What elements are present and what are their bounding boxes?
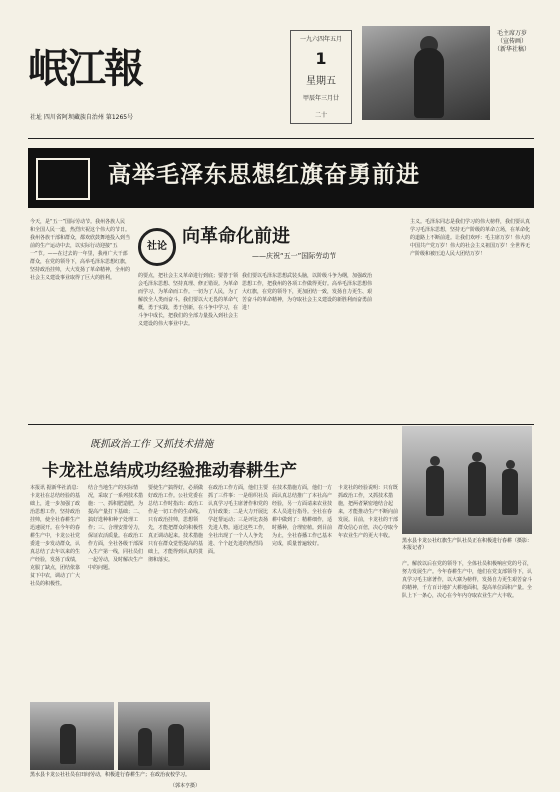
story-column-2: 结合当地生产的实际情况，采取了一系列技术措施：一、抓积肥造肥，为提高产量打下基础；二、搞好选种和种子处理工作；三、合理安排劳力，保证农活质量。在政治工作方面，全社各级干部深入生产第一线，同社员们一起劳动，及时解决生产中的问题。 bbox=[88, 485, 144, 571]
person-head bbox=[472, 452, 482, 462]
person-head bbox=[430, 456, 440, 466]
story-column-1: 本报讯 据新华社消息：卡龙社在总结经验的基础上，进一步加强了政治思想工作，坚持政治挂帅，使全社春耕生产迅速展开。在今年的春耕生产中，卡龙公社党委进一步发动群众，认真总结了去年以来的生产经验，发扬了成绩，克服了缺点，团结依靠贫下中农，调动了广大社员的积极性。 bbox=[30, 485, 82, 587]
person-figure bbox=[502, 469, 518, 515]
date-weekday: 星期五 bbox=[306, 76, 336, 87]
publication-line: 社址 四川省阿坝藏族自治州 第1265号 bbox=[30, 114, 134, 121]
date-lunar: 甲辰年三月廿 bbox=[302, 95, 339, 102]
top-photo-caption: 毛主席万岁（宣传画）（新华社稿） bbox=[494, 30, 531, 53]
right-column-text: 产。解放以后在党的领导下，全体社员积极响应党的号召，努力发展生产。今年春耕生产中，他们在党支部领导下，认真学习毛主席著作，以大寨为榜样，发扬自力更生艰苦奋斗的精神，千方百计地扩大耕地面积，提高单位面积产量。全队上下一条心，决心在今年内夺取农业生产大丰收。 bbox=[402, 561, 532, 599]
editorial-right-column: 我们要以毛泽东思想武装头脑，以阶级斗争为纲，加强政治思想工作，把我州的各项工作做得更好。高举毛泽东思想伟大红旗，在党的领导下，更加团结一致，发扬自力更生、艰苦奋斗的革命精神，为夺取社会主义建设的新胜利而奋勇前进！ bbox=[242, 273, 372, 311]
top-photo bbox=[362, 26, 490, 120]
person-figure bbox=[168, 724, 184, 766]
person-head bbox=[506, 460, 515, 469]
banner bbox=[28, 148, 534, 208]
editorial-far-column: 主义。毛泽东同志是我们学习的伟大榜样，我们要认真学习毛泽东思想，坚持无产阶级的革命立场，在革命化的道路上不断前进。让我们欢呼：毛主席万岁！伟大的中国共产党万岁！伟大的社会主义祖国万岁！全世界无产阶级和被压迫人民大团结万岁！ bbox=[410, 219, 531, 257]
person-figure bbox=[60, 724, 76, 764]
person-figure bbox=[426, 466, 444, 516]
editorial-mid-column: 的要点，把社会主义革命进行到底；要善于领会毛泽东思想、坚持真理、修正错误。为革命而学习、为革命而工作。一切为了人民，为了解放全人类而奋斗。我们要以大无畏的革命气概，勇于实践，勇于创新，在斗争中学习，在斗争中成长，把我们的全部力量投入到社会主义建设的伟大事业中去。 bbox=[138, 273, 238, 327]
date-year-month: 一九六四年五月 bbox=[299, 36, 342, 43]
date-extra: 二十 bbox=[314, 112, 327, 119]
bottom-photo-left bbox=[30, 702, 114, 770]
bottom-photo-caption: 黑水县卡龙公社社员在田间劳动，积极进行春耕生产；在政治夜校学习。 bbox=[30, 772, 191, 778]
editorial-title: 向革命化前进 bbox=[182, 226, 290, 247]
banner-headline: 高举毛泽东思想红旗奋勇前进 bbox=[108, 162, 420, 188]
editorial-left-column: 今天，是“五一”国际劳动节。我州各族人民和全国人民一道，热烈庆祝这个伟大的节日。我州各族干部和群众，都欢欣鼓舞地投入到当前的生产运动中去，以实际行动迎接“五一”节。——在过去的一年里，我州广大干部群众，在党的领导下，高举毛泽东思想红旗，坚持政治挂帅，大大发扬了革命精神，全州的社会主义建设事业取得了巨大的胜利。 bbox=[30, 219, 130, 281]
figure-body bbox=[414, 48, 444, 118]
story-column-6: 卡龙社的经验说明：只有既抓政治工作，又抓技术措施，把两者紧密地结合起来，才能推动生产不断向前发展。目前，卡龙社的干部群众信心百倍，决心夺取今年农业生产的更大丰收。 bbox=[338, 485, 398, 539]
story-column-4: 在政治工作方面，他们主要抓了三件事：一是组织社员认真学习毛主席著作和党的方针政策；二是大力开展比学赶帮运动；三是评比表扬先进人物。通过这些工作，全社出现了一个人人争先进、个个赶先进的热烈局面。 bbox=[208, 485, 268, 555]
person-figure bbox=[138, 728, 152, 766]
story-column-5: 在技术措施方面，他们一方面认真总结推广了本社高产经验，另一方面请来农业技术人员进行指导。全社在春耕中做到了：精耕细作，适时播种，合理密植。到目前为止，全社春播工作已基本完成，质量普遍较好。 bbox=[272, 485, 333, 547]
story-headline: 卡龙社总结成功经验推动春耕生产 bbox=[42, 461, 297, 481]
editorial-badge: 社论 bbox=[138, 228, 176, 266]
masthead-title: 岷江報 bbox=[28, 45, 142, 92]
flag-icon bbox=[36, 158, 90, 200]
person-figure bbox=[468, 462, 486, 516]
editorial-subtitle: ——庆祝“五一”国际劳动节 bbox=[252, 252, 337, 260]
section-rule bbox=[28, 424, 534, 425]
date-box bbox=[290, 30, 352, 124]
field-photo-caption: 黑水县卡龙公社红旗生产队社员正在积极进行春耕（摄影：本报记者） bbox=[402, 538, 533, 551]
masthead bbox=[28, 28, 158, 110]
story-column-3: 要使生产搞得好，必须做好政治工作。公社党委在总结工作时指出：政治工作是一切工作的生命线。只有政治挂帅，思想领先，才能把群众的积极性真正调动起来。技术措施只有在群众觉悟提高的基础上，才能得到认真的贯彻和落实。 bbox=[148, 485, 204, 563]
date-day: 1 bbox=[315, 49, 327, 68]
bottom-photo-right bbox=[118, 702, 210, 770]
photo-credit: （郭本亨摄） bbox=[170, 783, 201, 789]
masthead-rule bbox=[28, 138, 534, 139]
story-kicker: 既抓政治工作 又抓技术措施 bbox=[90, 439, 214, 450]
field-photo bbox=[402, 426, 532, 534]
